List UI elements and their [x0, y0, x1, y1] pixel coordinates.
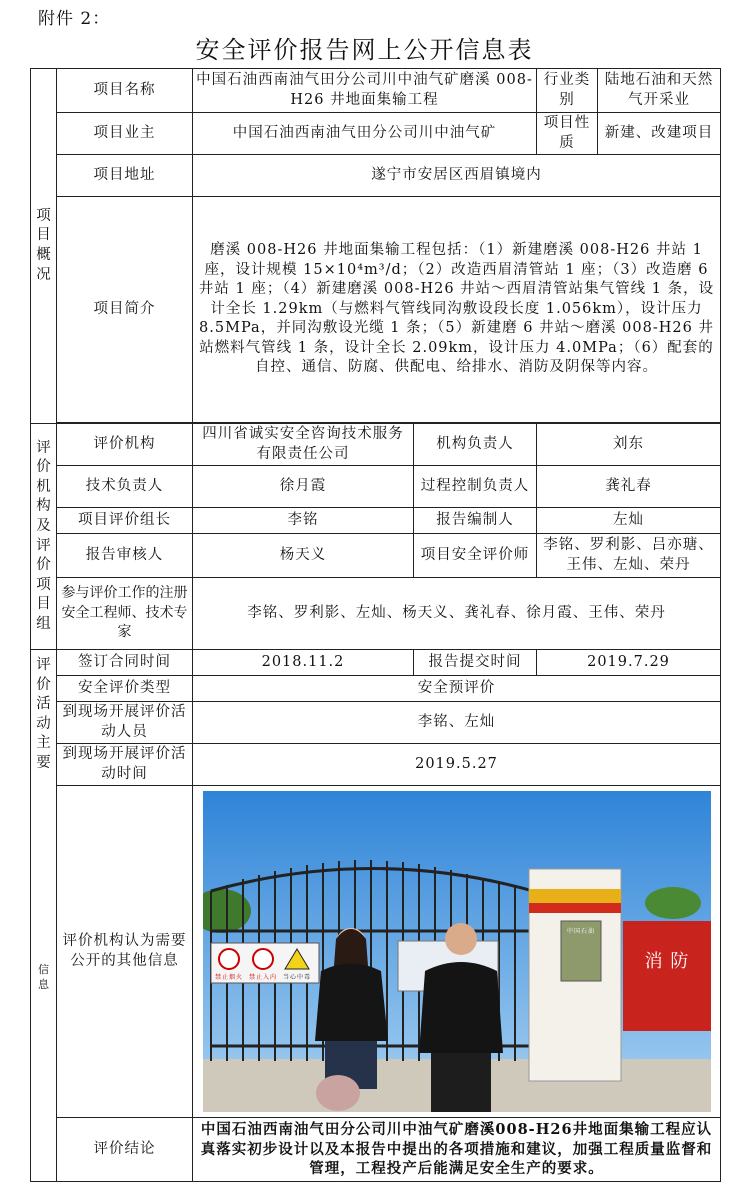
intro-label: 项目简介 [57, 197, 193, 423]
evaluator-value: 李铭、罗利影、吕亦瑭、王伟、左灿、荣丹 [537, 534, 721, 578]
pillar-sign-text: 中国石油 [566, 928, 595, 935]
warning-text-1: 禁止烟火 [214, 974, 243, 981]
tech-label: 技术负责人 [57, 466, 193, 508]
conclusion-label: 评价结论 [57, 1118, 193, 1182]
type-value: 安全预评价 [193, 676, 721, 702]
owner-value: 中国石油西南油气田分公司川中油气矿 [193, 113, 537, 155]
intro-value: 磨溪 008-H26 井地面集输工程包括：（1）新建磨溪 008-H26 井站 1 座，设计规模 15×10⁴m³/d；（2）改造西眉清管站 1 座；（3）改造磨 6 井站 1 座；（4）新建磨溪 008-H26 井站～西眉清管站集气管线 1 条，设计全长 1.29km（与燃料气管线同沟敷设段长度 1.056km），设计压力 8.5MPa，并同沟敷设光缆 1 条；（5）新建磨 6 井站～磨溪 008-H26 井站燃料气管线 1 条，设计全长 2.09km，设计压力 4.0MPa；（6）配套的自控、通信、防腐、供配电、给排水、消防及阴保等内容。 [193, 197, 721, 423]
agency-value: 四川省诚实安全咨询技术服务有限责任公司 [193, 424, 414, 466]
head-value: 刘东 [537, 424, 721, 466]
address-label: 项目地址 [57, 155, 193, 197]
section-info: 信息 [38, 963, 50, 992]
head-label: 机构负责人 [414, 424, 537, 466]
public-label: 评价机构认为需要公开的其他信息 [57, 786, 193, 1118]
writer-value: 左灿 [537, 508, 721, 534]
address-value: 遂宁市安居区西眉镇境内 [193, 155, 721, 197]
reviewer-value: 杨天义 [193, 534, 414, 578]
leader-label: 项目评价组长 [57, 508, 193, 534]
time-label: 到现场开展评价活动时间 [57, 744, 193, 786]
project-name-label: 项目名称 [57, 69, 193, 113]
section-org: 评价机构及评价项目组 [31, 424, 57, 650]
project-name-value: 中国石油西南油气田分公司川中油气矿磨溪 008-H26 井地面集输工程 [193, 69, 537, 113]
warning-text-3: 当心中毒 [282, 974, 311, 981]
nature-label: 项目性质 [537, 113, 598, 155]
section-activity: 评价活动主要 信息 [31, 650, 57, 1182]
staff-value: 李铭、左灿 [193, 702, 721, 744]
industry-label: 行业类别 [537, 69, 598, 113]
industry-value: 陆地石油和天然气开采业 [598, 69, 721, 113]
agency-label: 评价机构 [57, 424, 193, 466]
warning-text-2: 禁止入内 [248, 974, 277, 981]
photo-cell [193, 786, 721, 1118]
site-photo [203, 791, 711, 1112]
attachment-label: 附件 2： [38, 9, 111, 29]
submit-label: 报告提交时间 [414, 650, 537, 676]
contract-label: 签订合同时间 [57, 650, 193, 676]
info-table [30, 68, 721, 1182]
type-label: 安全评价类型 [57, 676, 193, 702]
evaluator-label: 项目安全评价师 [414, 534, 537, 578]
process-label: 过程控制负责人 [414, 466, 537, 508]
staff-label: 到现场开展评价活动人员 [57, 702, 193, 744]
tech-value: 徐月霞 [193, 466, 414, 508]
experts-label: 参与评价工作的注册安全工程师、技术专家 [57, 578, 193, 650]
conclusion-value: 中国石油西南油气田分公司川中油气矿磨溪008-H26井地面集输工程应认真落实初步设计以及本报告中提出的各项措施和建议，加强工程质量监督和管理，工程投产后能满足安全生产的要求。 [193, 1118, 721, 1182]
section-overview: 项目概况 [31, 69, 57, 424]
writer-label: 报告编制人 [414, 508, 537, 534]
process-value: 龚礼春 [537, 466, 721, 508]
nature-value: 新建、改建项目 [598, 113, 721, 155]
time-value: 2019.5.27 [193, 744, 721, 786]
submit-value: 2019.7.29 [537, 650, 721, 676]
owner-label: 项目业主 [57, 113, 193, 155]
leader-value: 李铭 [193, 508, 414, 534]
red-wall [623, 921, 711, 1031]
fire-sign-text: 消 防 [644, 951, 689, 972]
reviewer-label: 报告审核人 [57, 534, 193, 578]
experts-value: 李铭、罗利影、左灿、杨天义、龚礼春、徐月霞、王伟、荣丹 [193, 578, 721, 650]
contract-value: 2018.11.2 [193, 650, 414, 676]
page-title: 安全评价报告网上公开信息表 [195, 36, 534, 64]
